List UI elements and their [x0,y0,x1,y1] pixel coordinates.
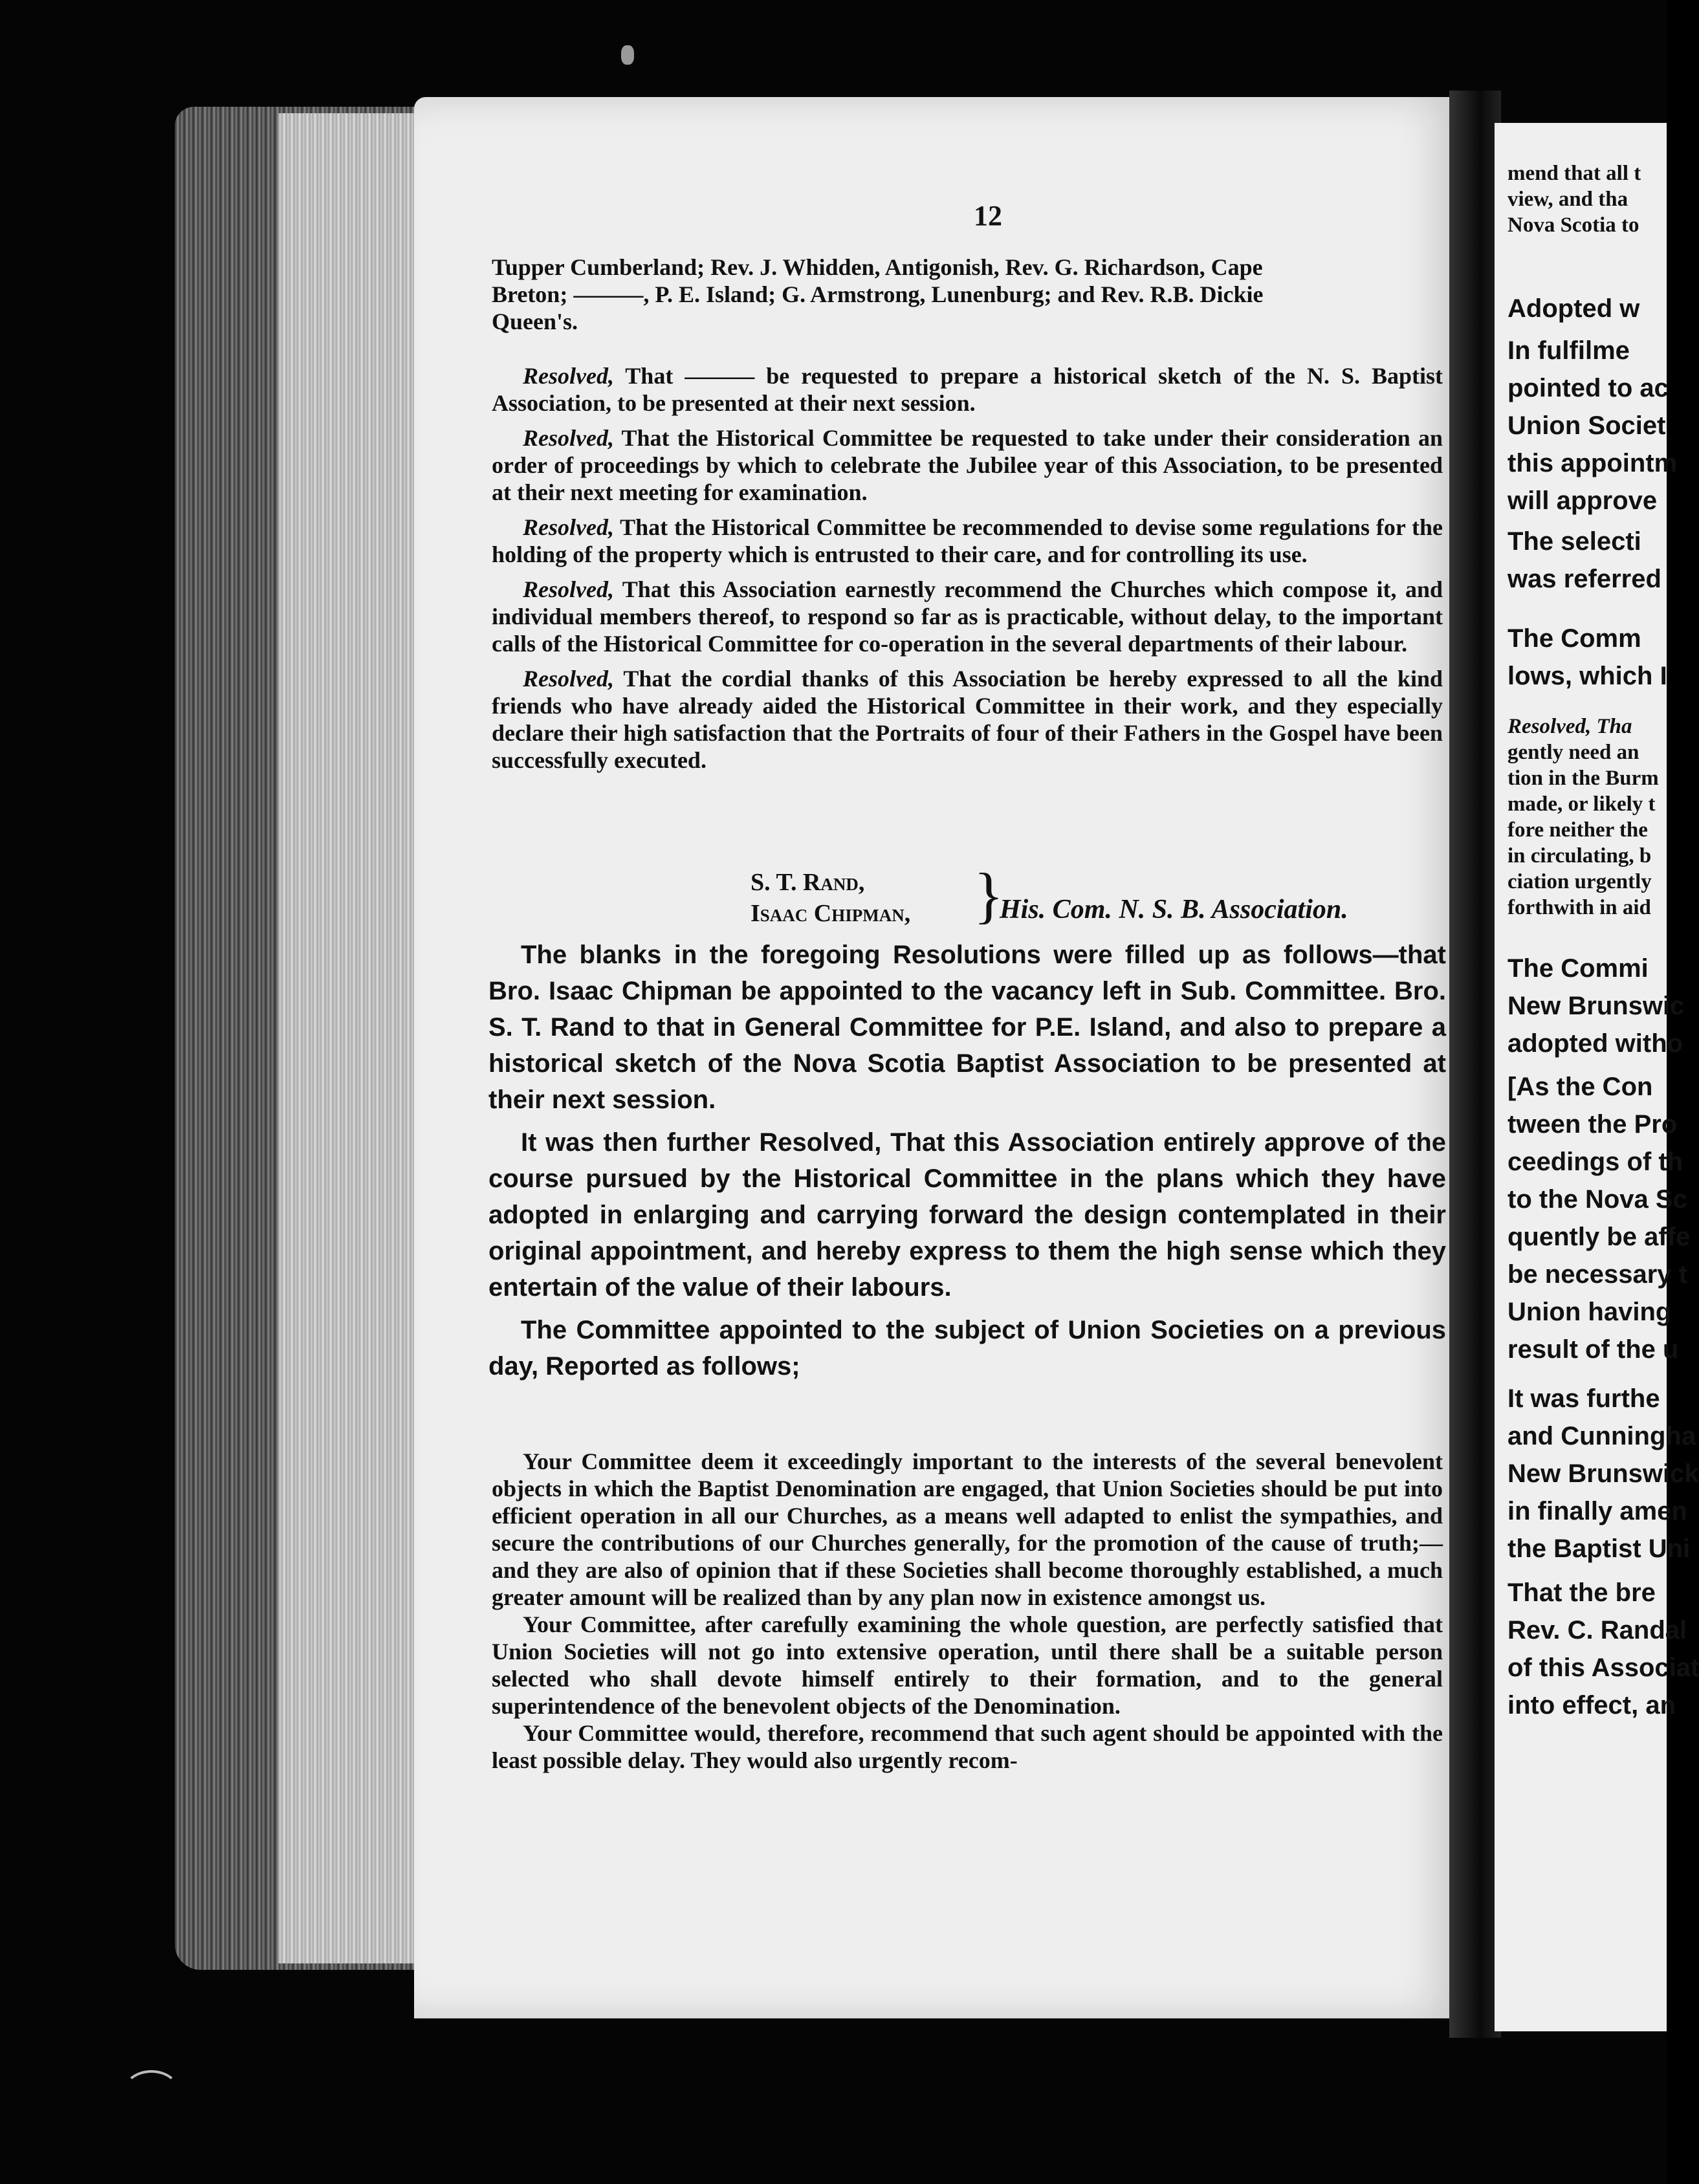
right-page-line: Adopted w [1507,294,1640,323]
right-page-line: forthwith in aid [1507,896,1651,919]
right-page-line: Rev. C. Randal [1507,1616,1687,1644]
resolution-lead: Resolved, [523,425,614,451]
right-page-line: New Brunswick [1507,1459,1699,1488]
right-page-line: The Commi [1507,954,1649,983]
right-page-line: Resolved, Tha [1507,715,1632,738]
top-paragraph [492,254,1443,335]
resolution-4 [492,576,1443,657]
right-page-line: The selecti [1507,527,1641,556]
right-page-line: tween the Pro [1507,1110,1678,1139]
right-page-line: The Comm [1507,624,1641,653]
right-page-line: in circulating, b [1507,844,1652,868]
top-line-1: Tupper Cumberland; Rev. J. Whidden, Antigonish, Rev. G. Richardson, Cape [492,254,1263,280]
resolution-text: That this Association earnestly recommend the Churches which compose it, and individual members thereof, to respond so far as is practicable, without delay, to the important calls of the Historical Committee for co-operation in the several departments of their labour. [492,576,1443,657]
resolutions-block [492,362,1443,774]
resolution-1 [492,362,1443,417]
right-page-line: quently be affe [1507,1223,1691,1251]
approval-paragraph: It was then further Resolved, That this Association entirely approve of the course pursued by the Historical Committee in the plans which they have adopted in enlarging and carrying forward the design contemplated in their original appointment, and hereby express to them the high sense which they entertain of the value of their labours. [488,1128,1446,1302]
resolution-text: That the cordial thanks of this Association be hereby expressed to all the kind friends who have already aided the Historical Committee in their work, and they especially declare their high satisfaction that the Portraits of four of their Fathers in the Gospel have been successfully executed. [492,666,1443,773]
dust-mark [123,2070,180,2114]
right-page-line: adopted witho [1507,1029,1683,1058]
report-paragraph-1: Your Committee deem it exceedingly important to the interests of the several benevolent objects in which the Baptist Denomination are engaged, that Union Societies should be put into efficient operation in all our Churches, as a means well adapted to enlist the sympathies, and secure the contributions of our Churches generally, for the promotion of the cause of truth;—and they are also of opinion that if these Societies shall become thoroughly established, a much greater amount will be realized than by any plan now in existence amongst us. [492,1448,1443,1610]
resolution-text: That ——— be requested to prepare a historical sketch of the N. S. Baptist Association, to be presented at their next session. [492,363,1443,416]
right-page-line: be necessary t [1507,1260,1687,1289]
right-page-line: pointed to ac [1507,374,1669,402]
right-page-line: made, or likely t [1507,792,1656,816]
resolution-lead: Resolved, [523,576,614,602]
book-gutter [1449,91,1501,2038]
resolution-lead: Resolved, [523,514,614,540]
blanks-paragraph: The blanks in the foregoing Resolutions were filled up as follows—that Bro. Isaac Chipman be appointed to the vacancy left in Sub. Committee. Bro. S. T. Rand to that in General Committee for P.E. Island, and also to prepare a historical sketch of the Nova Scotia Baptist Association to be presented at their next session. [488,941,1446,1114]
top-line-3: Queen's. [492,309,578,334]
large-paragraphs [488,937,1446,1384]
report-paragraph-2: Your Committee, after carefully examining the whole question, are perfectly satisfied that Union Societies will not go into extensive operation, until there shall be a suitable person selected who shall devote himself entirely to their formation, and to the general superintendence of the benevolent objects of the Denomination. [492,1611,1443,1719]
right-page [1495,123,1699,2031]
right-page-line: this appointm [1507,449,1678,477]
right-page-line: was referred [1507,565,1661,593]
right-page-line: Union Societ [1507,411,1666,440]
resolution-lead: Resolved, [523,666,614,692]
right-page-line: the Baptist Uni [1507,1534,1691,1563]
signatory-chipman: Isaac Chipman, [751,900,911,927]
right-page-line: It was furthe [1507,1384,1660,1413]
right-page-line: to the Nova Sc [1507,1185,1687,1214]
resolution-2 [492,424,1443,506]
right-page-line: into effect, an [1507,1691,1676,1720]
page-number: 12 [974,200,1002,232]
right-page-line: of this Associat [1507,1654,1699,1682]
right-page-line: mend that all t [1507,162,1641,185]
right-page-line: In fulfilme [1507,336,1630,365]
right-page-line: in finally amen [1507,1497,1687,1525]
right-page-line: Nova Scotia to [1507,213,1639,237]
right-page-line: will approve [1507,486,1658,515]
right-page-line: result of the u [1507,1335,1679,1364]
report-paragraph-3: Your Committee would, therefore, recommend that such agent should be appointed with the least possible delay. They would also urgently recom- [492,1720,1443,1773]
right-page-line: New Brunswic [1507,992,1685,1020]
right-page-line: fore neither the [1507,818,1648,842]
resolution-3 [492,514,1443,568]
right-page-line: ceedings of th [1507,1148,1683,1176]
resolution-5 [492,665,1443,774]
right-page-line: Union having [1507,1298,1672,1326]
right-page-line: gently need an [1507,741,1639,764]
right-page-line: [As the Con [1507,1073,1653,1101]
signatory-rand: S. T. Rand, [751,869,865,896]
right-page-line: view, and tha [1507,188,1628,211]
resolution-lead: Resolved, [523,363,614,389]
right-page-line: ciation urgently [1507,870,1652,893]
resolution-text: That the Historical Committee be requested to take under their consideration an order of proceedings by which to celebrate the Jubilee year of this Association, to be presented at their next meeting for examination. [492,425,1443,505]
signature-block [751,867,910,929]
report-block [492,1448,1443,1774]
right-page-line: and Cunningha [1507,1422,1696,1450]
page-stack-light [278,113,417,1963]
right-page-line: tion in the Burm [1507,767,1659,790]
signature-brace: } [974,860,1004,930]
dust-speck [621,45,634,65]
union-societies-intro: The Committee appointed to the subject of Union Societies on a previous day, Reported as follows; [488,1316,1446,1381]
right-page-line: lows, which I [1507,662,1667,690]
top-line-2: Breton; ———, P. E. Island; G. Armstrong, Lunenburg; and Rev. R.B. Dickie [492,281,1264,307]
resolution-text: That the Historical Committee be recommended to devise some regulations for the holding of the property which is entrusted to their care, and for controlling its use. [492,514,1443,567]
committee-name: His. Com. N. S. B. Association. [1000,895,1348,924]
right-page-line: That the bre [1507,1578,1656,1607]
